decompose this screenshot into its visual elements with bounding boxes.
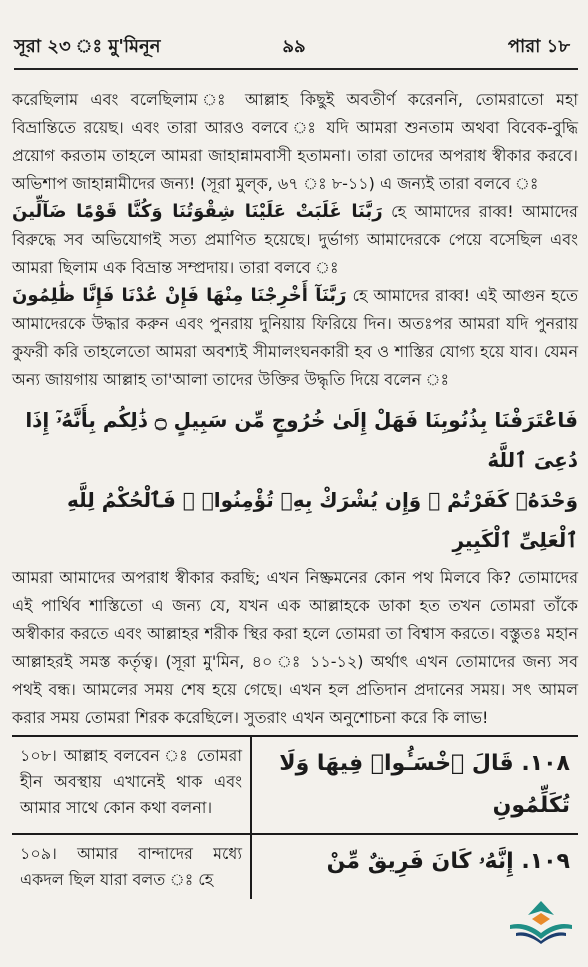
arabic-quote-1: رَبَّنَا غَلَبَتْ عَلَيْنَا شِقْوَتُنَا وَكُنَّا قَوْمًا ضَآلِّينَ bbox=[12, 201, 383, 222]
verse-translation: ১০৮। আল্লাহ বলবেন ঃ তোমরা হীন অবস্থায় এখানেই থাক এবং আমার সাথে কোন কথা বলনা। bbox=[12, 736, 251, 834]
verse-arabic: ١٠٨. قَالَ ٱخْسَـُٔوا۟ فِيهَا وَلَا تُكَلِّمُونِ bbox=[251, 736, 578, 834]
arabic-quote-3-line-1: فَاعْتَرَفْنَا بِذُنُوبِنَا فَهَلْ إِلَىٰ خُرُوجٍ مِّن سَبِيلٍ ۝ ذَٰلِكُم بِأَنَّهُۥٓ إِذَا دُعِىَ ٱللَّهُ bbox=[25, 408, 578, 472]
paragraph-4: আমরা আমাদের অপরাধ স্বীকার করছি; এখন নিষ্ক্রমনের কোন পথ মিলবে কি? তোমাদের এই পার্থিব শাস্তিতো এ জন্য যে, যখন এক আল্লাহকে ডাকা হত তখন তোমরা তাঁকে অস্বীকার করতে এবং আল্লাহর শরীক স্থির করা হলে তোমরা তা বিশ্বাস করতে। বস্তুতঃ মহান আল্লাহরই সমস্ত কর্তৃত্ব। (সূরা মু'মিন, ৪০ ঃ ১১-১২) অর্থাৎ এখন তোমাদের জন্য সব পথই বন্ধ। আমলের সময় শেষ হয়ে গেছে। এখন হল প্রতিদান প্রদানের সময়। সৎ আমল করার সময় তোমরা শিরক করেছিলে। সুতরাং এখন অনুশোচনা করে কি লাভ! bbox=[12, 568, 578, 727]
paragraph-3-text: হে আমাদের রাব্ব! এই আগুন হতে আমাদেরকে উদ্ধার করুন এবং পুনরায় দুনিয়ায় ফিরিয়ে দিন। অতঃপর আমরা যদি পুনরায় কুফরী করি তাহলেতো আমরা অবশ্যই সীমালংঘনকারী হব ও শাস্তির যোগ্য হয়ে যাব। যেমন অন্য জায়গায় আল্লাহ তা'আলা তাদের উক্তির উদ্ধৃতি দিয়ে বলেন ঃ bbox=[12, 286, 578, 389]
commentary-text bbox=[12, 86, 578, 732]
header-rule bbox=[14, 68, 578, 70]
paragraph-3 bbox=[12, 282, 578, 394]
surah-label: সূরা ২৩ ঃ মু'মিনূন bbox=[14, 35, 161, 57]
arabic-quote-3 bbox=[12, 400, 578, 560]
page-number: ৯৯ bbox=[282, 35, 306, 57]
verse-translation: ১০৯। আমার বান্দাদের মধ্যে একদল ছিল যারা বলত ঃ হে bbox=[12, 834, 251, 899]
para-label: পারা ১৮ bbox=[507, 35, 570, 57]
paragraph-1: করেছিলাম এবং বলেছিলাম ঃ আল্লাহ কিছুই অবতীর্ণ করেননি, তোমরাতো মহা বিভ্রান্তিতে রয়েছ। এবং তারা আরও বলবে ঃ যদি আমরা শুনতাম অথবা বিবেক-বুদ্ধি প্রয়োগ করতাম তাহলে আমরা জাহান্নামবাসী হতামনা। তারা তাদের অপরাধ স্বীকার করবে। অভিশাপ জাহান্নামীদের জন্য! (সূরা মুল্‌ক, ৬৭ ঃ ৮-১১) এ জন্যই তারা বলবে ঃ bbox=[12, 90, 578, 193]
verse-table bbox=[12, 735, 578, 899]
paragraph-2-text: হে আমাদের রাব্ব! আমাদের বিরুদ্ধে সব অভিযোগই সত্য প্রমাণিত হয়েছে। দুর্ভাগ্য আমাদেরকে পেয়ে বসেছিল এবং আমরা ছিলাম এক বিভ্রান্ত সম্প্রদায়। তারা বলবে ঃ bbox=[12, 202, 578, 277]
arabic-quote-3-line-2: وَحْدَهُۥ كَفَرْتُمْ ۖ وَإِن يُشْرَكْ بِهِۦ تُؤْمِنُوا۟ ۚ فَٱلْحُكْمُ لِلَّهِ ٱلْعَلِىِّ ٱلْكَبِيرِ bbox=[66, 488, 578, 552]
page-header bbox=[0, 30, 588, 64]
arabic-quote-2: رَبَّنَآ أَخْرِجْنَا مِنْهَا فَإِنْ عُدْنَا فَإِنَّا ظَٰلِمُونَ bbox=[12, 285, 347, 306]
paragraph-2 bbox=[12, 198, 578, 282]
verse-row bbox=[12, 736, 578, 834]
publisher-logo-icon bbox=[506, 899, 576, 945]
verse-row bbox=[12, 834, 578, 899]
verse-arabic: ١٠٩. إِنَّهُۥ كَانَ فَرِيقٌ مِّنْ bbox=[251, 834, 578, 899]
